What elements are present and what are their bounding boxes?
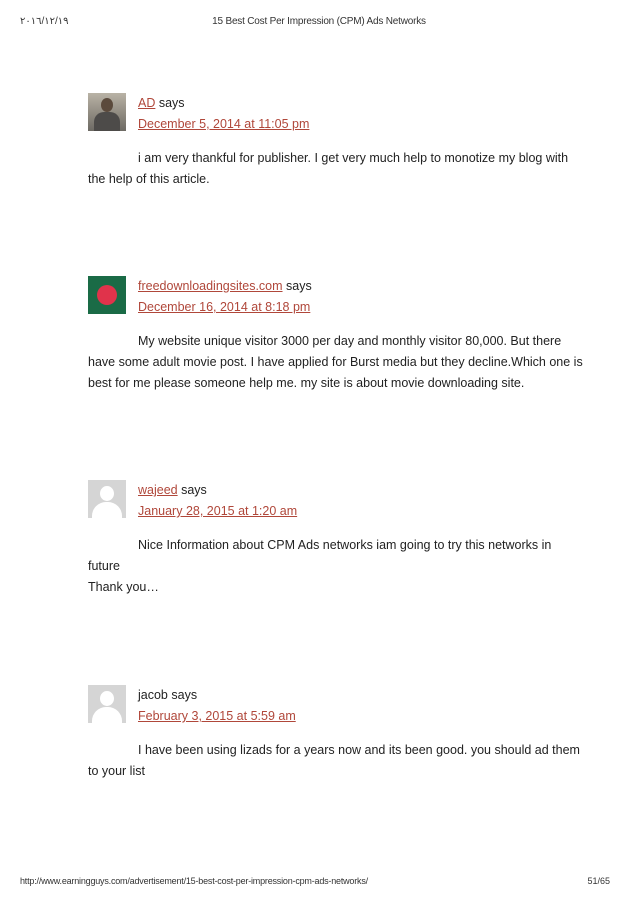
photo-avatar: [88, 93, 126, 131]
comment-meta: [138, 276, 312, 318]
comment-text: [88, 740, 603, 782]
says-label: says: [181, 483, 207, 497]
comment-text: [88, 535, 603, 598]
page-number: 51/65: [587, 876, 610, 886]
comment-date-link[interactable]: December 16, 2014 at 8:18 pm: [138, 300, 311, 314]
comment-author-link[interactable]: AD: [138, 96, 156, 110]
print-date: ٢٠١٦/١٢/١٩: [20, 16, 69, 27]
comment-text: [88, 331, 603, 394]
comment-line: future: [88, 559, 120, 573]
says-label: says: [286, 279, 312, 293]
comment-line: My website unique visitor 3000 per day and monthly visitor 80,000. But there: [138, 334, 562, 348]
says-label: says: [158, 96, 185, 110]
comment-text: [88, 148, 603, 190]
source-url: http://www.earningguys.com/advertisement/15-best-cost-per-impression-cpm-ads-networks/: [20, 876, 368, 886]
says-label: says: [171, 688, 198, 702]
comment-meta: [138, 685, 296, 727]
flag-avatar: [88, 276, 126, 314]
default-avatar: [88, 685, 126, 723]
comment-date-link[interactable]: February 3, 2015 at 5:59 am: [138, 709, 296, 723]
comment-line: Thank you…: [88, 580, 159, 594]
page-title: 15 Best Cost Per Impression (CPM) Ads Networks: [212, 16, 426, 27]
comment-date-link[interactable]: December 5, 2014 at 11:05 pm: [138, 117, 310, 131]
comment-meta: [138, 480, 297, 522]
comment-line: i am very thankful for publisher. I get very much help to monotize my blog with: [138, 151, 569, 165]
comment-line: Nice Information about CPM Ads networks iam going to try this networks in: [138, 538, 552, 552]
comment-author-link[interactable]: wajeed: [138, 483, 178, 497]
comment-author: jacob: [138, 688, 168, 702]
comment-line: have some adult movie post. I have applied for Burst media but they decline.Which one is: [88, 355, 583, 369]
comment-author-link[interactable]: freedownloadingsites.com: [138, 279, 283, 293]
comment-line: the help of this article.: [88, 172, 210, 186]
comment-line: to your list: [88, 764, 145, 778]
comment-date-link[interactable]: January 28, 2015 at 1:20 am: [138, 504, 298, 518]
default-avatar: [88, 480, 126, 518]
comment-line: I have been using lizads for a years now and its been good. you should ad them: [138, 743, 580, 757]
comment-line: best for me please someone help me. my site is about movie downloading site.: [88, 376, 525, 390]
comment-meta: [138, 93, 309, 135]
